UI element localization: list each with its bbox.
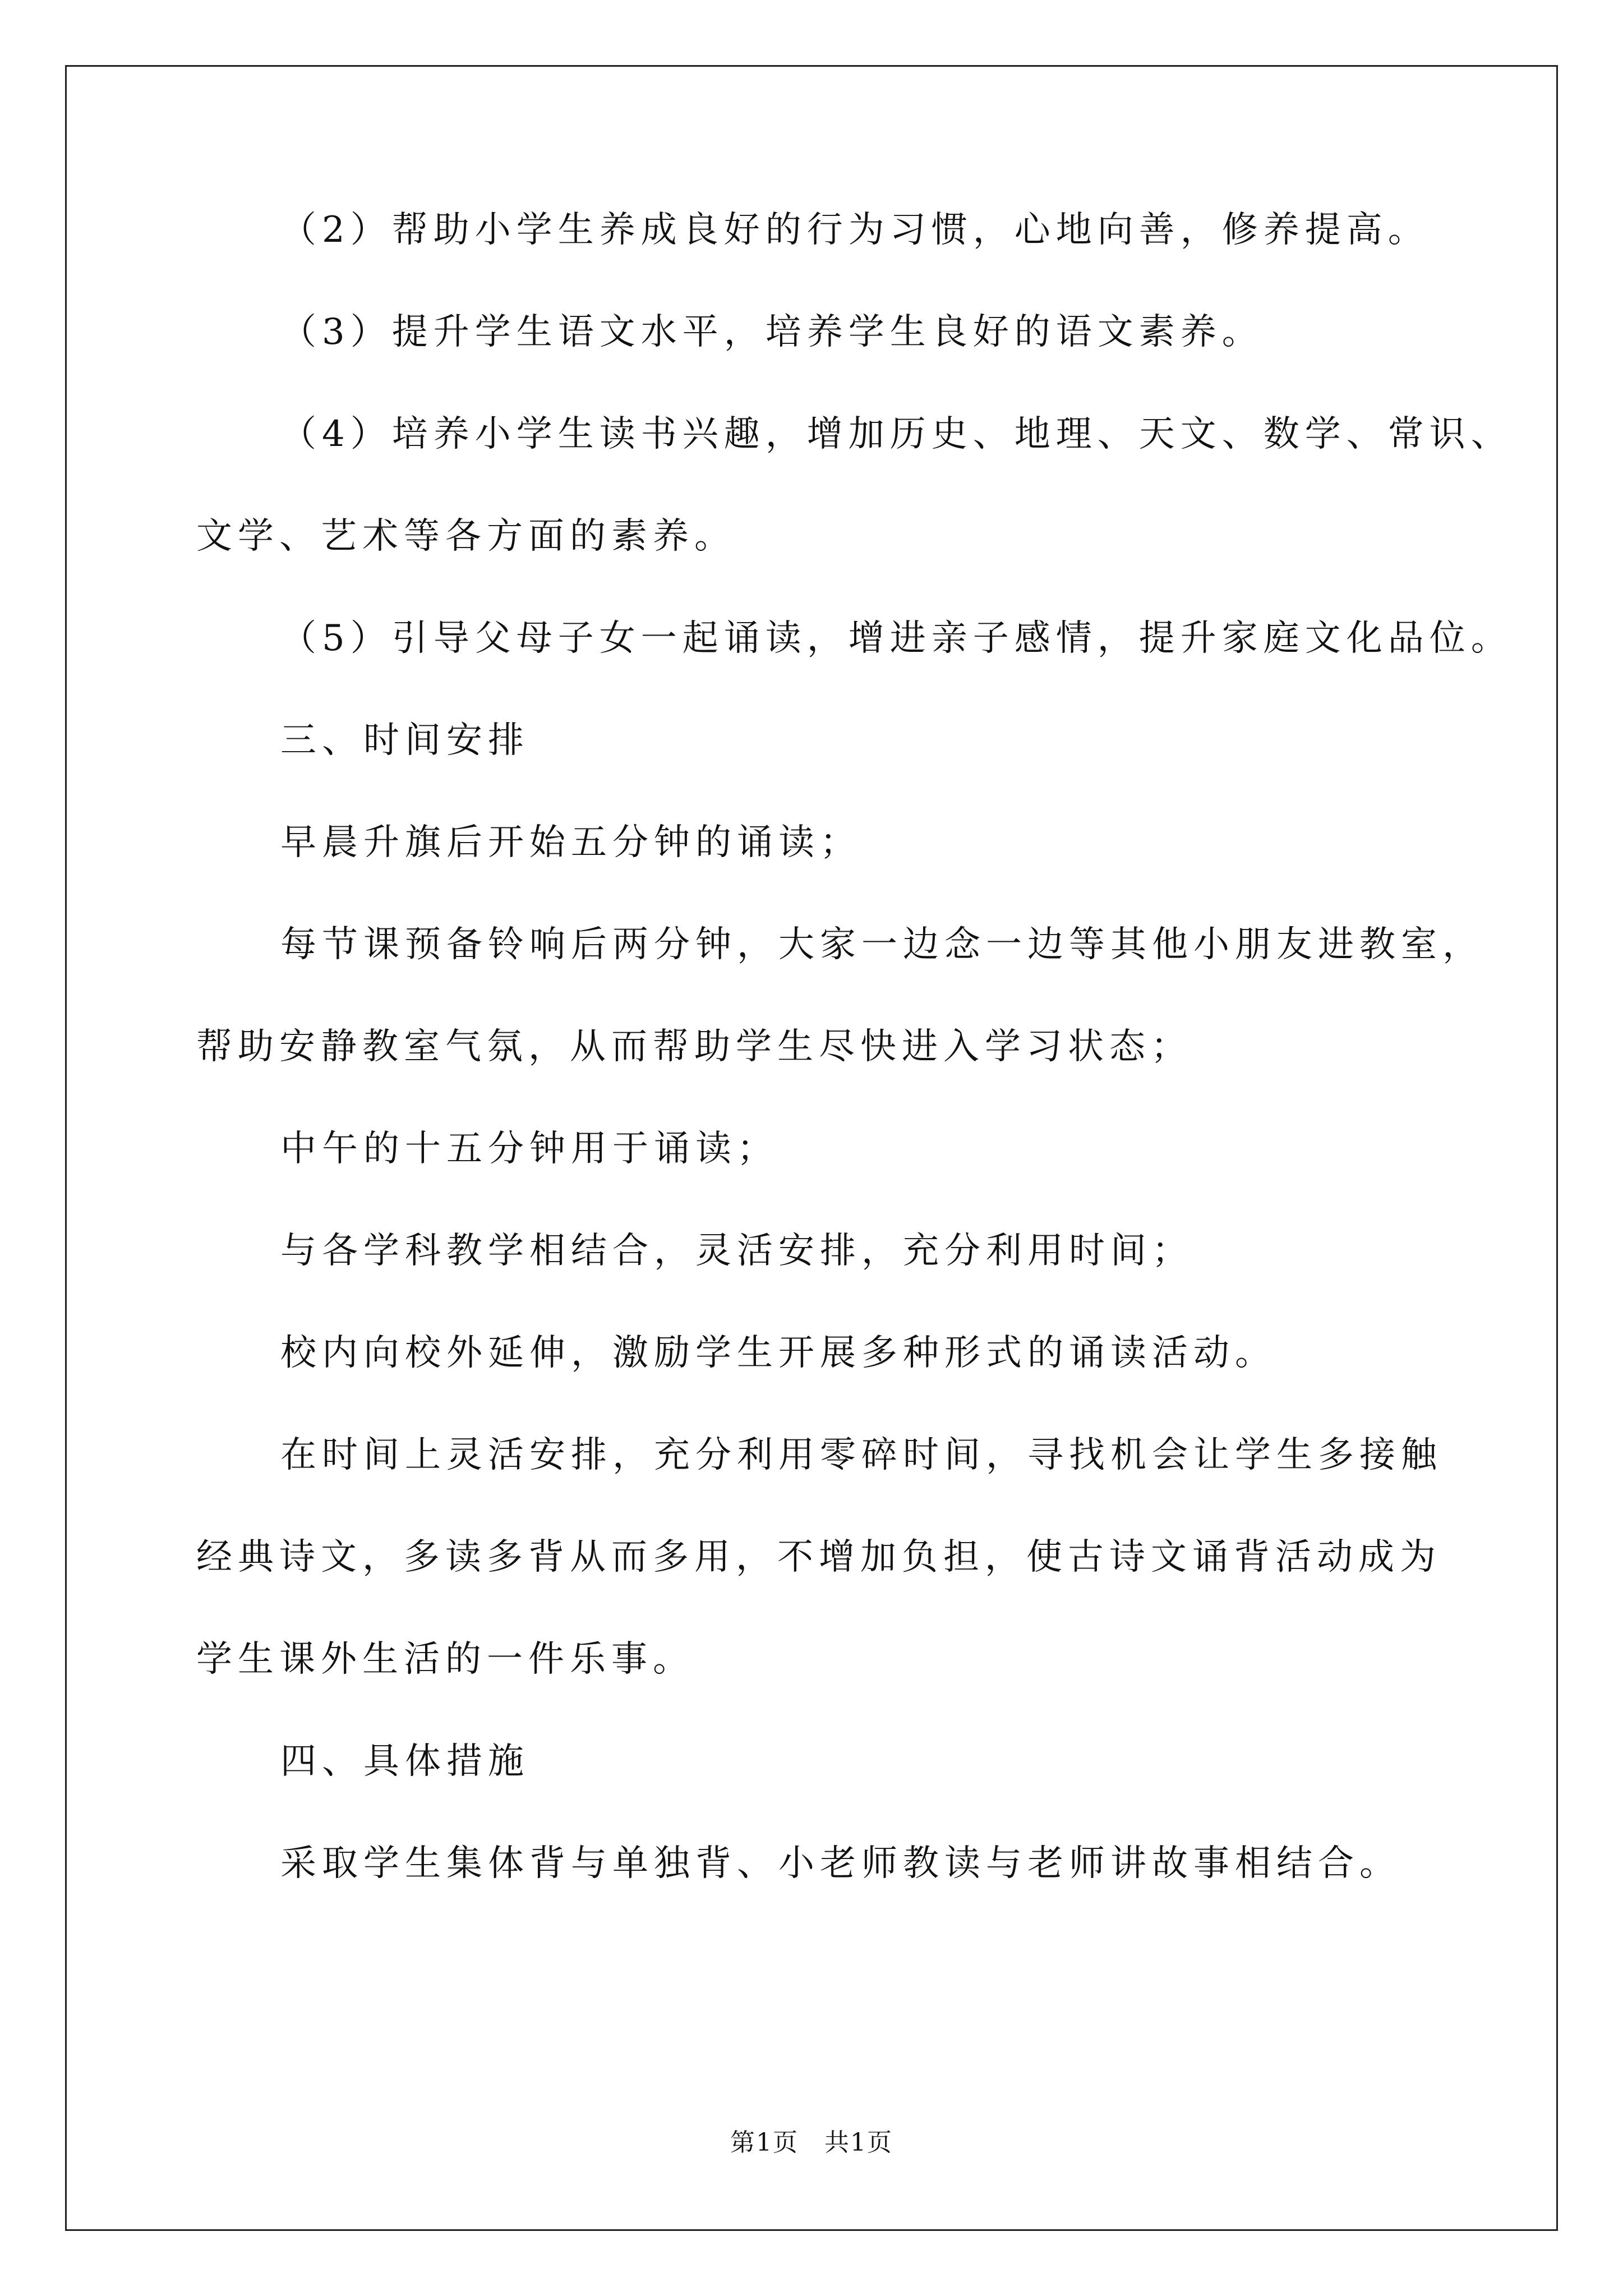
paragraph-line: 采取学生集体背与单独背、小老师教读与老师讲故事相结合。 bbox=[280, 1843, 1401, 1884]
paragraph-line: （3）提升学生语文水平，培养学生良好的语文素养。 bbox=[280, 311, 1264, 353]
paragraph-line: 经典诗文，多读多背从而多用，不增加负担，使古诗文诵背活动成为 bbox=[196, 1536, 1441, 1578]
paragraph-line: 每节课预备铃响后两分钟，大家一边念一边等其他小朋友进教室， bbox=[280, 924, 1484, 965]
section-heading: 四、具体措施 bbox=[280, 1741, 529, 1782]
page-number: 第1页 共1页 bbox=[730, 2128, 893, 2157]
paragraph-line: （2）帮助小学生养成良好的行为习惯，心地向善，修养提高。 bbox=[280, 209, 1430, 251]
paragraph-line: 学生课外生活的一件乐事。 bbox=[196, 1639, 694, 1680]
paragraph-line: （5）引导父母子女一起诵读，增进亲子感情，提升家庭文化品位。 bbox=[280, 618, 1513, 659]
paragraph-line: 中午的十五分钟用于诵读； bbox=[280, 1128, 778, 1170]
paragraph-line: 与各学科教学相结合，灵活安排，充分利用时间； bbox=[280, 1230, 1193, 1272]
paragraph-line: 文学、艺术等各方面的素养。 bbox=[196, 516, 736, 557]
section-heading: 三、时间安排 bbox=[280, 720, 529, 761]
paragraph-line: 早晨升旗后开始五分钟的诵读； bbox=[280, 822, 861, 863]
paragraph-line: 在时间上灵活安排，充分利用零碎时间，寻找机会让学生多接触 bbox=[280, 1434, 1442, 1476]
paragraph-line: 帮助安静教室气氛，从而帮助学生尽快进入学习状态； bbox=[196, 1026, 1192, 1068]
paragraph-line: （4）培养小学生读书兴趣，增加历史、地理、天文、数学、常识、 bbox=[280, 413, 1513, 455]
paragraph-line: 校内向校外延伸，激励学生开展多种形式的诵读活动。 bbox=[280, 1332, 1276, 1374]
document-body bbox=[196, 202, 1513, 1892]
